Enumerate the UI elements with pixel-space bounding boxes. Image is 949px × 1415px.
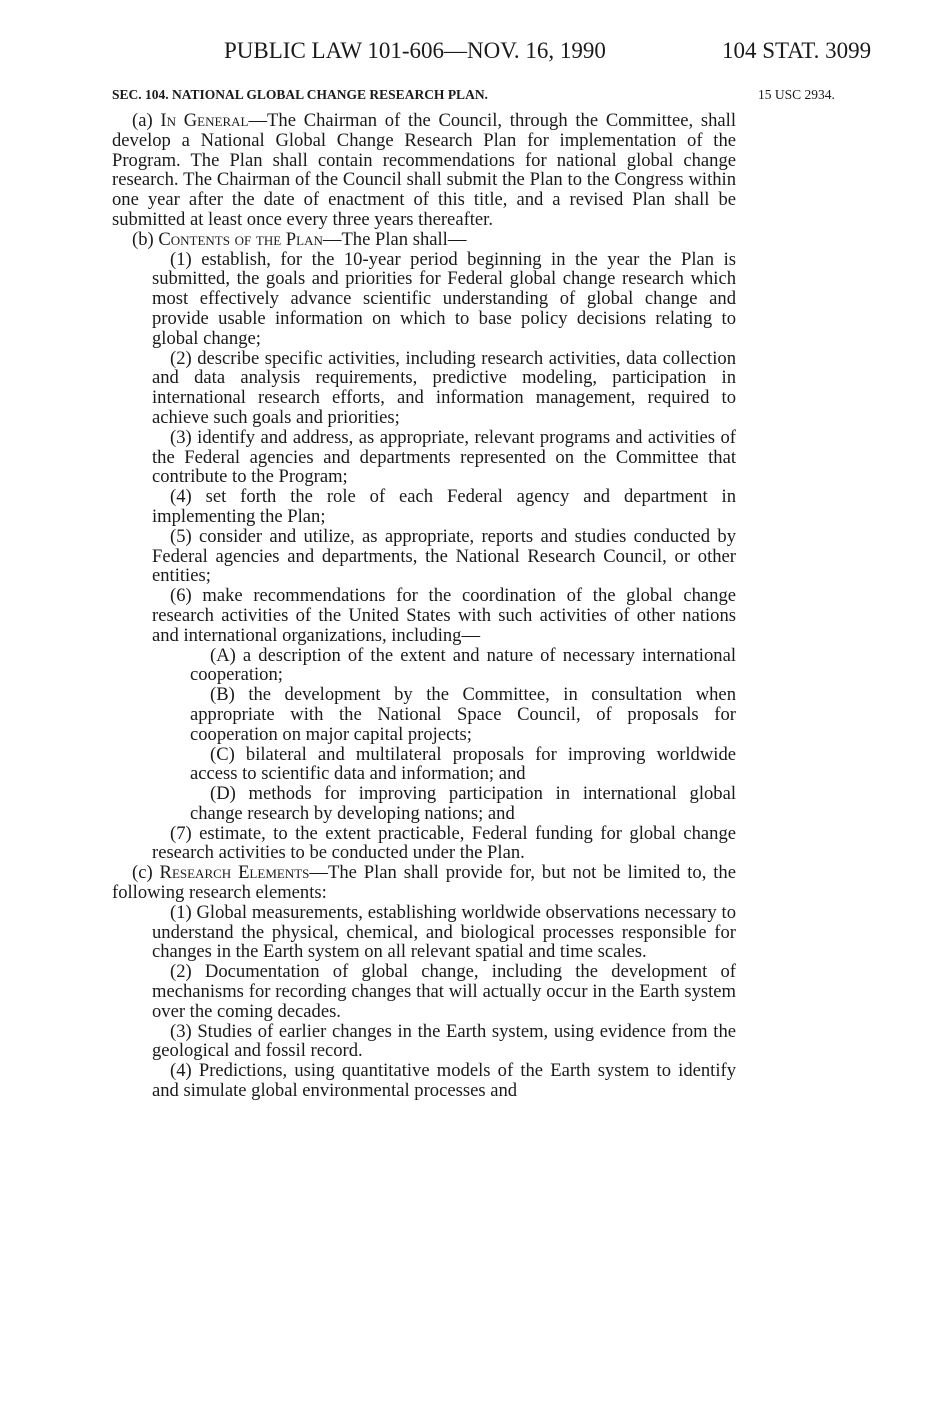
- section-body: [112, 111, 736, 1101]
- paragraph-b-1: (1) establish, for the 10-year period beginning in the year the Plan is submitted, the goals and priorities for Federal global change research which most effectively advance scientific understanding of global change and provide usable information on which to base policy decisions relating to global change;: [152, 248, 736, 349]
- paragraph-b-7: (7) estimate, to the extent practicable, Federal funding for global change research activities to be conducted under the Plan.: [152, 822, 736, 864]
- subsection-label: (c): [132, 862, 153, 884]
- subsection-text: —The Plan shall—: [322, 228, 467, 250]
- subsection-heading: Contents of the Plan: [158, 228, 323, 250]
- page-header: [0, 38, 949, 68]
- subsection-label: (a): [132, 110, 153, 131]
- margin-citation: 15 USC 2934.: [758, 87, 835, 102]
- paragraph-c-2: (2) Documentation of global change, including the development of mechanisms for recording changes that will actually occur in the Earth system over the coming decades.: [152, 961, 736, 1022]
- paragraph-b-3: (3) identify and address, as appropriate, relevant programs and activities of the Federal agencies and departments represented on the Committee that contribute to the Program;: [152, 426, 736, 488]
- paragraph-b-5: (5) consider and utilize, as appropriate, reports and studies conducted by Federal agencies and departments, the National Research Council, or other entities;: [152, 525, 736, 587]
- paragraph-c-4: (4) Predictions, using quantitative models of the Earth system to identify and simulate global environmental processes and: [152, 1060, 736, 1102]
- section-heading: SEC. 104. NATIONAL GLOBAL CHANGE RESEARCH PLAN.: [112, 87, 488, 102]
- paragraph-b-2: (2) describe specific activities, including research activities, data collection and data analysis requirements, predictive modeling, participation in international research efforts, and information management, required to achieve such goals and priorities;: [152, 347, 736, 428]
- subparagraph-b-6-c: (C) bilateral and multilateral proposals for improving worldwide access to scientific data and information; and: [190, 743, 736, 785]
- paragraph-b-4: (4) set forth the role of each Federal agency and department in implementing the Plan;: [152, 486, 736, 527]
- subsection-a: [112, 111, 736, 230]
- subsection-text: —The Chairman of the Council, through the Committee, shall develop a National Global Change Research Plan for implementation of the Program. The Plan shall contain recommendations for national global change research. The Chairman of the Council shall submit the Plan to the Congress within one year after the date of enactment of this title, and a revised Plan shall be submitted at least once every three years thereafter.: [112, 110, 736, 230]
- subsection-b: [112, 230, 736, 250]
- subparagraph-b-6-a: (A) a description of the extent and nature of necessary international cooperation;: [190, 644, 736, 686]
- subparagraph-b-6-b: (B) the development by the Committee, in consultation when appropriate with the National Space Council, of proposals for cooperation on major capital projects;: [190, 684, 736, 745]
- paragraph-c-3: (3) Studies of earlier changes in the Earth system, using evidence from the geological and fossil record.: [152, 1020, 736, 1062]
- running-head: PUBLIC LAW 101-606—NOV. 16, 1990: [224, 38, 606, 63]
- paragraph-b-6: (6) make recommendations for the coordination of the global change research activities of the United States with such activities of other nations and international organizations, including—: [152, 585, 736, 646]
- paragraph-c-1: (1) Global measurements, establishing worldwide observations necessary to understand the physical, chemical, and biological processes responsible for changes in the Earth system on all relevant spatial and time scales.: [152, 901, 736, 963]
- subsection-c: [112, 863, 736, 903]
- statute-page-number: 104 STAT. 3099: [722, 38, 872, 63]
- subparagraph-b-6-d: (D) methods for improving participation in international global change research by developing nations; and: [190, 783, 736, 824]
- subsection-heading: Research Elements: [159, 862, 310, 884]
- subsection-text: —The Plan shall provide for, but not be limited to, the following research elements:: [112, 862, 736, 904]
- subsection-heading: In General: [160, 110, 249, 131]
- subsection-label: (b): [132, 228, 154, 250]
